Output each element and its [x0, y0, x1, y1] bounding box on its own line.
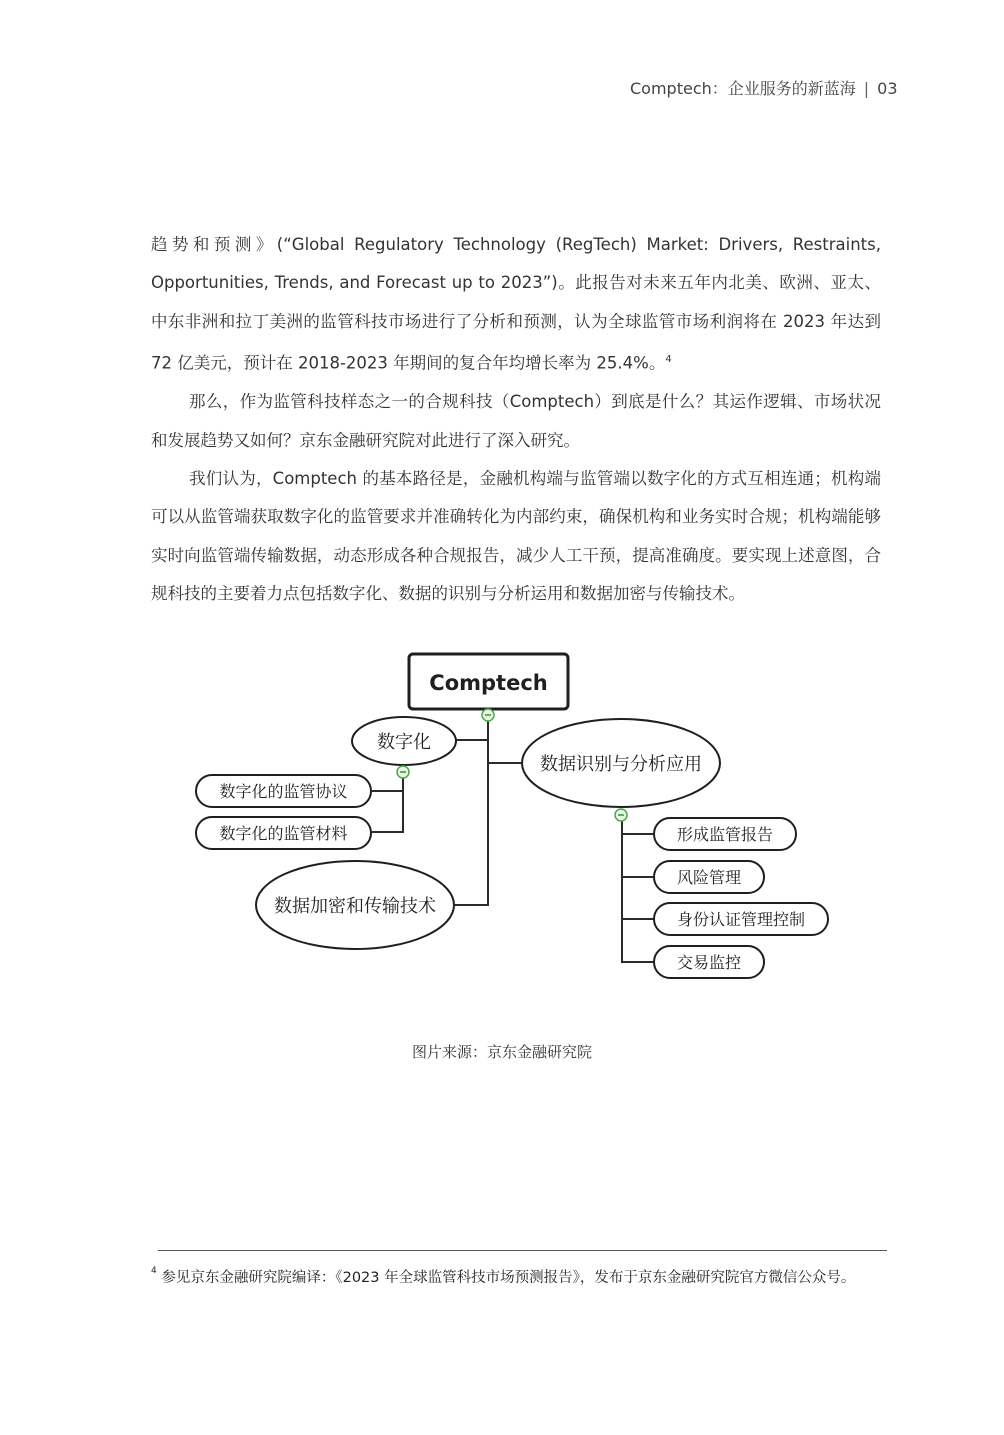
analysis-label: 数据识别与分析应用 — [540, 754, 702, 775]
digitization-label: 数字化 — [377, 732, 431, 753]
footnote-number: 4 — [151, 1266, 157, 1276]
analysis-child-1-label: 形成监管报告 — [676, 825, 774, 844]
node-analysis-child-3 — [654, 903, 828, 935]
footnote-ref[interactable]: 4 — [665, 354, 672, 366]
footnote — [151, 1266, 911, 1287]
footnote-divider — [158, 1250, 887, 1251]
collapse-icon[interactable] — [482, 709, 494, 721]
digitization-child-2-label: 数字化的监管材料 — [219, 824, 348, 843]
paragraph-3: 我们认为，Comptech 的基本路径是，金融机构端与监管端以数字化的方式互相连通；机构端可以从监管端获取数字化的监管要求并准确转化为内部约束，确保机构和业务实时合规；机构端能够实时向监管端传输数据，动态形成各种合规报告，减少人工干预，提高准确度。要实现上述意图，合规科技的主要着力点包括数字化、数据的识别与分析运用和数据加密与传输技术。 — [151, 468, 881, 604]
paragraph-2: 那么，作为监管科技样态之一的合规科技（Comptech）到底是什么？其运作逻辑、市场状况和发展趋势又如何？京东金融研究院对此进行了深入研究。 — [151, 392, 881, 450]
analysis-child-3-label: 身份认证管理控制 — [676, 910, 806, 929]
collapse-icon[interactable] — [615, 809, 627, 821]
analysis-child-2-label: 风险管理 — [676, 868, 742, 887]
branch-analysis — [522, 719, 720, 807]
node-analysis-child-1 — [654, 818, 796, 850]
footnote-text: 参见京东金融研究院编译：《2023 年全球监管科技市场预测报告》，发布于京东金融研究院官方微信公众号。 — [161, 1270, 856, 1286]
figure-caption: 图片来源：京东金融研究院 — [411, 1043, 592, 1061]
collapse-icon[interactable] — [397, 766, 409, 778]
node-analysis-child-2 — [654, 861, 764, 893]
node-analysis-child-4 — [654, 946, 764, 978]
mindmap-root — [409, 654, 568, 709]
digitization-child-1-label: 数字化的监管协议 — [219, 782, 348, 801]
paragraph-1-text: 趋势和预测》(“Global Regulatory Technology (RegTech) Market: Drivers, Restraints, Opportunities, Trends, and Forecast up to 2023”)。此报告对未来五年内北美、欧洲、亚太、中东非洲和拉丁美洲的监管科技市场进行了分析和预测，认为全球监管市场利润将在 2023 年达到 72 亿美元，预计在 2018-2023 年期间的复合年均增长率为 25.4%。 — [151, 235, 881, 373]
branch-digitization — [352, 717, 456, 765]
branch-encryption — [256, 861, 454, 949]
encryption-label: 数据加密和传输技术 — [274, 896, 436, 917]
node-digitization-child-1 — [196, 775, 371, 807]
analysis-child-4-label: 交易监控 — [676, 953, 742, 972]
node-digitization-child-2 — [196, 817, 371, 849]
page-number: 03 — [877, 79, 898, 98]
header-title: Comptech：企业服务的新蓝海 — [630, 79, 856, 98]
header-separator: | — [863, 79, 870, 98]
root-label: Comptech — [429, 671, 548, 695]
